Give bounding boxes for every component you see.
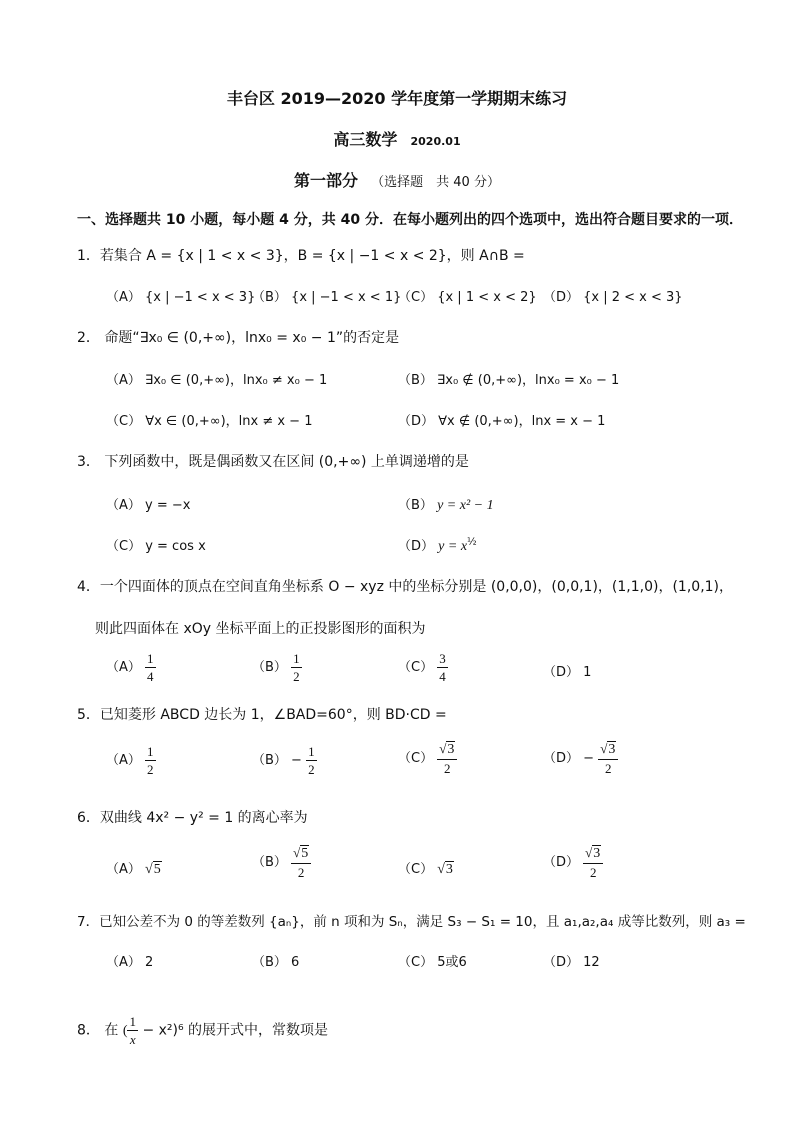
q2-option-b: （B） ∃x₀ ∉ (0,+∞)，lnx₀ = x₀ − 1 [398, 373, 620, 388]
numerator: 1 [308, 744, 315, 759]
numerator: √3 [583, 846, 603, 864]
q5-option-b-label: （B） − [252, 753, 302, 768]
q5-option-a [106, 745, 156, 776]
radicand: 3 [447, 742, 455, 757]
numerator: 1 [147, 651, 154, 666]
question-5-stem: 5．已知菱形 ABCD 边长为 1，∠BAD=60°，则 BD·CD = [77, 707, 447, 723]
q4-option-c [398, 652, 448, 683]
numerator: 1 [147, 744, 154, 759]
q5-option-c [398, 742, 457, 775]
denominator: 4 [147, 669, 154, 684]
q7-option-a: （A） 2 [106, 955, 154, 970]
numerator: √3 [598, 742, 618, 760]
denominator: 2 [605, 761, 612, 776]
exam-date: 2020.01 [410, 135, 461, 148]
q5-option-d-label: （D） − [543, 751, 595, 766]
q1-option-b: （B） {x | −1 < x < 1} [252, 290, 402, 305]
denominator: 2 [589, 865, 597, 880]
subject-title: 高三数学 [333, 130, 398, 149]
q1-option-d: （D） {x | 2 < x < 3} [543, 290, 683, 305]
q6-option-c-label: （C） [398, 862, 434, 877]
q5-option-c-fraction [437, 742, 457, 775]
q4-option-b [252, 652, 302, 683]
numerator: 3 [439, 651, 446, 666]
denominator: 2 [308, 762, 315, 777]
q6-option-d-fraction [583, 846, 603, 879]
numerator: √5 [291, 846, 311, 864]
denominator: 2 [147, 762, 154, 777]
q8-fraction [127, 1015, 138, 1046]
q7-option-c: （C） 5或6 [398, 955, 467, 970]
radicand: 3 [608, 742, 616, 757]
q4-option-a-fraction [145, 652, 156, 683]
q1-option-a: （A） {x | −1 < x < 3} [106, 290, 256, 305]
q6-option-a-label: （A） [106, 862, 141, 877]
numerator: 1 [293, 651, 300, 666]
question-1-stem: 1．若集合 A = {x | 1 < x < 3}，B = {x | −1 < x < 2}，则 A∩B = [77, 248, 525, 264]
q8-label: 8． 在 [77, 1022, 119, 1039]
q5-option-d-fraction [598, 742, 618, 775]
q5-option-b [252, 745, 317, 776]
q3-option-d-exponent: ½ [467, 536, 477, 548]
section-heading: 一、选择题共 10 小题，每小题 4 分，共 40 分．在每小题列出的四个选项中，选出符合题目要求的一项． [77, 212, 743, 228]
q4-option-b-label: （B） [252, 660, 287, 675]
part-title: 第一部分 [294, 171, 359, 190]
q7-option-b: （B） 6 [252, 955, 300, 970]
q6-option-b-fraction [291, 846, 311, 879]
q3-option-c: （C） y = cos x [106, 539, 206, 554]
q5-option-b-fraction [306, 745, 317, 776]
question-3-stem: 3． 下列函数中，既是偶函数又在区间 (0,+∞) 上单调递增的是 [77, 454, 469, 470]
numerator: 1 [129, 1014, 136, 1029]
subject-line [0, 127, 794, 150]
numerator: √3 [437, 742, 457, 760]
radicand: 3 [445, 862, 453, 877]
q3-option-b-expr: y = x² − 1 [437, 498, 494, 513]
q3-option-d [398, 535, 477, 555]
q6-option-c-sqrt: √3 [437, 862, 453, 877]
q4-option-c-fraction [437, 652, 448, 683]
q6-option-a-sqrt: √5 [145, 862, 161, 877]
q6-option-c [398, 858, 454, 878]
q5-option-a-fraction [145, 745, 156, 776]
q3-option-b-label: （B） [398, 498, 433, 513]
question-8-stem: 8． 在 ( $\frac{1}{x}$ − x²)⁶ 的展开式中，常数项是 [77, 1014, 329, 1047]
q2-option-c: （C） ∀x ∈ (0,+∞)，lnx ≠ x − 1 [106, 414, 313, 429]
q5-option-c-label: （C） [398, 751, 434, 766]
denominator: x [129, 1032, 136, 1047]
radicand: 3 [593, 846, 601, 861]
q7-option-d: （D） 12 [543, 955, 600, 970]
q6-option-b-label: （B） [252, 855, 287, 870]
denominator: 4 [439, 669, 446, 684]
question-4-stem-line1: 4．一个四面体的顶点在空间直角坐标系 O − xyz 中的坐标分别是 (0,0,0)，(0,0,1)，(1,1,0)，(1,0,1)， [77, 579, 734, 595]
q5-option-d [543, 742, 618, 775]
q1-option-c: （C） {x | 1 < x < 2} [398, 290, 537, 305]
q4-option-c-label: （C） [398, 660, 434, 675]
q6-option-b [252, 846, 311, 879]
q6-option-a [106, 858, 162, 878]
q6-option-d [543, 846, 603, 879]
part-header [0, 168, 794, 191]
q5-option-a-label: （A） [106, 753, 141, 768]
radicand: 5 [301, 846, 309, 861]
question-2-stem: 2． 命题“∃x₀ ∈ (0,+∞)，lnx₀ = x₀ − 1”的否定是 [77, 330, 400, 346]
question-6-stem: 6．双曲线 4x² − y² = 1 的离心率为 [77, 810, 308, 826]
radicand: 5 [153, 862, 161, 877]
q3-option-a: （A） y = −x [106, 498, 191, 513]
question-4-stem-line2: 则此四面体在 xOy 坐标平面上的正投影图形的面积为 [95, 621, 426, 637]
q4-option-b-fraction [291, 652, 302, 683]
q2-option-d: （D） ∀x ∉ (0,+∞)，lnx = x − 1 [398, 414, 606, 429]
q3-option-d-base: y = x [438, 539, 468, 554]
denominator: 2 [293, 669, 300, 684]
q4-option-a [106, 652, 156, 683]
q3-option-d-label: （D） [398, 539, 435, 554]
denominator: 2 [297, 865, 305, 880]
q3-option-b [398, 494, 494, 514]
exam-title: 丰台区 2019—2020 学年度第一学期期末练习 [226, 89, 568, 108]
q8-tail: − x²)⁶ 的展开式中，常数项是 [142, 1022, 329, 1039]
q4-option-d: （D） 1 [543, 665, 592, 680]
part-note: （选择题 共 40 分） [371, 175, 500, 190]
q2-option-a: （A） ∃x₀ ∈ (0,+∞)，lnx₀ ≠ x₀ − 1 [106, 373, 328, 388]
q4-option-a-label: （A） [106, 660, 141, 675]
denominator: 2 [444, 761, 451, 776]
question-7-stem: 7．已知公差不为 0 的等差数列 {aₙ}，前 n 项和为 Sₙ，满足 S₃ − S₁ = 10，且 a₁,a₂,a₄ 成等比数列，则 a₃ = [77, 914, 746, 930]
q6-option-d-label: （D） [543, 855, 580, 870]
